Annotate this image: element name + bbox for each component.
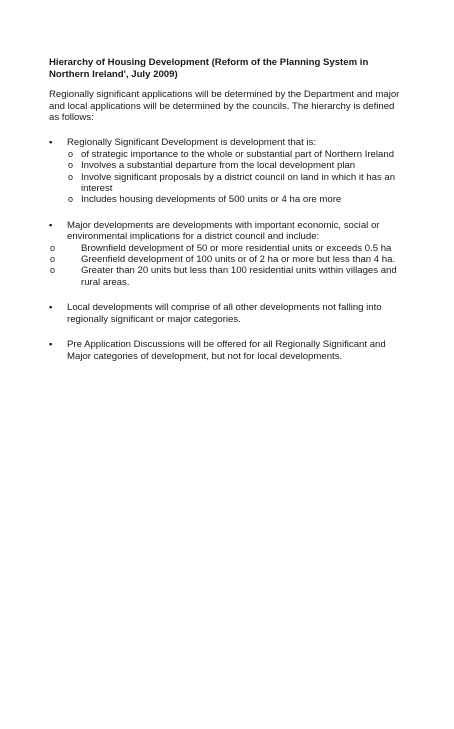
bullet-item-local-developments [49,302,407,325]
hollow-circle-icon: o [68,171,74,182]
document-page [49,57,407,376]
sub-item-text: Greenfield development of 100 units or of 2 ha or more but less than 4 ha. [81,254,396,266]
sub-item-text: of strategic importance to the whole or substantial part of Northern Ireland [81,148,395,160]
bullet-item-regionally-significant [49,137,407,205]
hollow-circle-icon: o [50,265,56,276]
bullet-text: Major developments are developments with important economic, social or environmental implications for a district council and include: [67,219,380,243]
sub-item [67,172,407,195]
sub-item-text: Involves a substantial departure from the local development plan [81,160,356,172]
bullet-item-pre-application [49,339,407,362]
hollow-circle-icon: o [50,242,56,253]
bullet-text: Local developments will comprise of all other developments not falling into regionally significant or major categories. [67,302,382,325]
bullet-item-major-developments [49,220,407,288]
sub-item [49,265,407,288]
hollow-circle-icon: o [68,194,74,205]
sub-item [67,160,407,171]
document-title: Hierarchy of Housing Development (Reform of the Planning System in Northern Ireland', July 2009) [49,57,369,80]
sub-item [49,254,407,265]
sub-item [67,194,407,205]
sub-item-text: Includes housing developments of 500 units or 4 ha ore more [81,194,342,206]
hollow-circle-icon: o [50,254,56,265]
sub-list [50,242,407,289]
hollow-circle-icon: o [68,160,74,171]
bullet-text: Pre Application Discussions will be offered for all Regionally Significant and Major categories of development, but not for local developments. [67,339,386,362]
sub-item-text: Greater than 20 units but less than 100 residential units within villages and rural areas. [81,265,397,288]
bullet-icon: • [49,219,53,231]
intro-paragraph: Regionally significant applications will be determined by the Department and major and local applications will be determined by the councils. The hierarchy is defined as follows: [49,89,400,123]
sub-item [67,149,407,160]
bullet-text: Regionally Significant Development is development that is: [67,137,317,149]
hollow-circle-icon: o [68,148,74,159]
bullet-icon: • [49,137,53,149]
sub-item-text: Involve significant proposals by a district council on land in which it has an interest [81,171,396,195]
bullet-list [49,137,407,362]
sub-item [49,243,407,254]
sub-item-text: Brownfield development of 50 or more residential units or exceeds 0.5 ha [81,242,392,254]
bullet-icon: • [49,302,53,314]
bullet-icon: • [49,339,53,351]
sub-list [67,149,407,206]
